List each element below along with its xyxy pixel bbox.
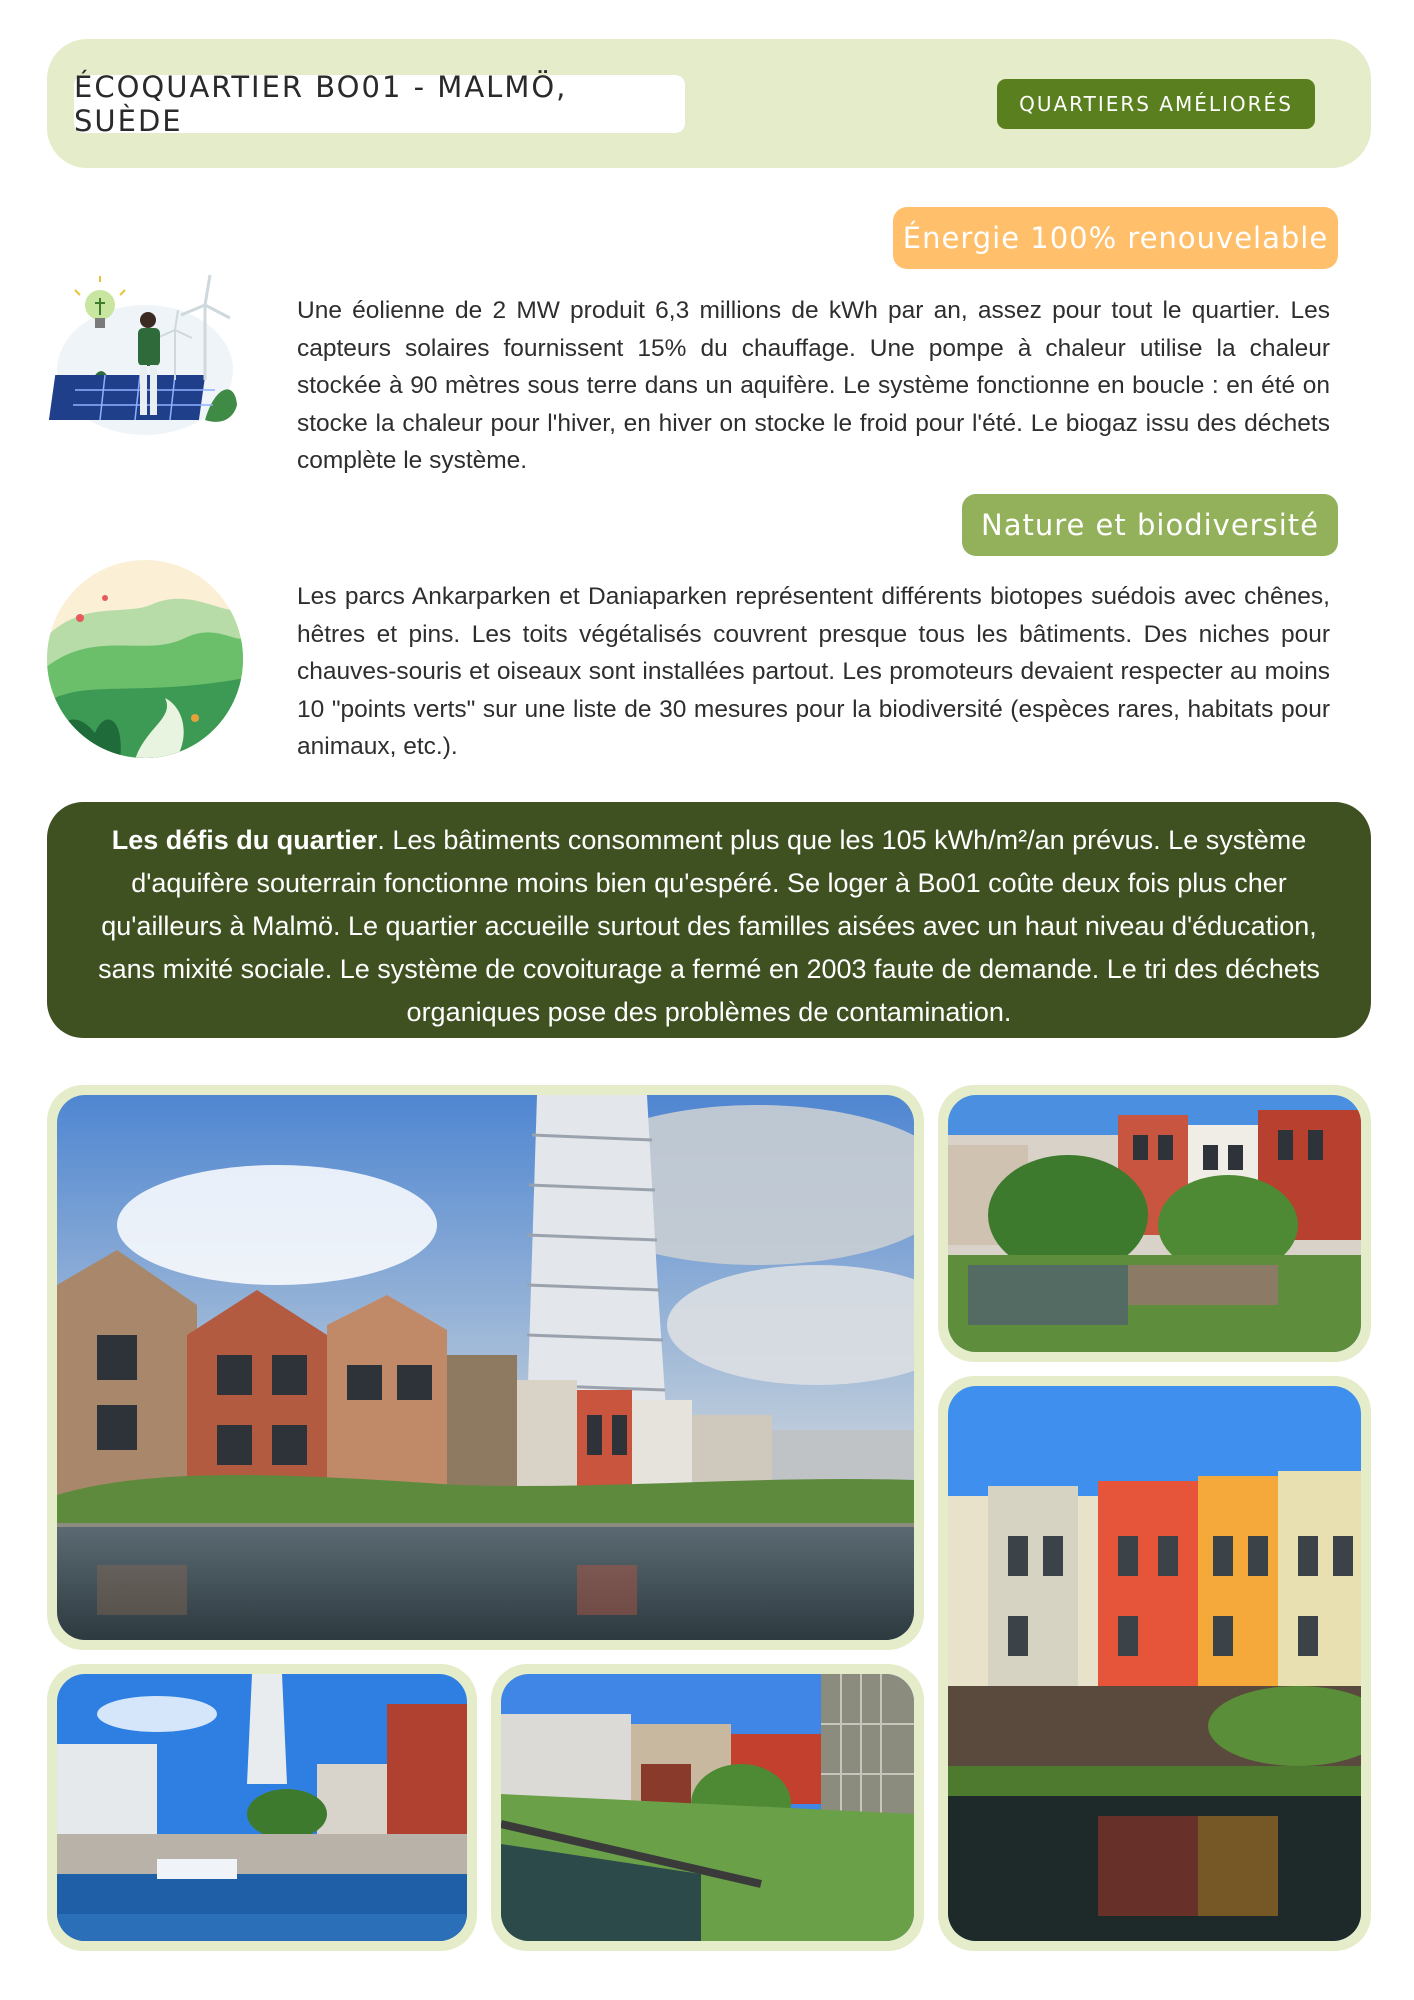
challenges-box [47, 802, 1371, 1038]
nature-landscape-icon [45, 558, 245, 760]
category-badge: QUARTIERS AMÉLIORÉS [997, 79, 1315, 129]
challenges-lead: Les défis du quartier [111, 825, 378, 855]
photo-colorful-terraced-houses [948, 1386, 1361, 1941]
photo-frame-bottom-left [47, 1664, 477, 1951]
photo-fountain-turning-torso [57, 1674, 467, 1941]
photo-frame-bottom-middle [491, 1664, 924, 1951]
page-title: ÉCOQUARTIER BO01 - MALMÖ, SUÈDE [74, 75, 685, 133]
photo-canal-greenhouse [501, 1674, 914, 1941]
photo-canal-turning-torso [57, 1095, 914, 1640]
challenges-text: . Les bâtiments consomment plus que les 105 kWh/m²/an prévus. Le système d'aquifère souterrain fonctionne moins bien qu'espéré. Se loger à Bo01 coûte deux fois plus cher qu'ailleurs à Malmö. Le quartier accueille surtout des familles aisées avec un haut niveau d'éducation, sans mixité sociale. Le système de covoiturage a fermé en 2003 faute de demande. Le tri des déchets organiques pose des problèmes de contamination. [98, 825, 1320, 1027]
photo-frame-main [47, 1085, 924, 1650]
nature-section-tag: Nature et biodiversité [962, 494, 1338, 556]
photo-garden-terrace [948, 1095, 1361, 1352]
header-banner [47, 39, 1371, 168]
energy-paragraph: Une éolienne de 2 MW produit 6,3 millions de kWh par an, assez pour tout le quartier. Les capteurs solaires fournissent 15% du chauffage. Une pompe à chaleur utilise la chaleur stockée à 90 mètres sous terre dans un aquifère. Le système fonctionne en boucle : en été on stocke la chaleur pour l'hiver, en hiver on stocke le froid pour l'été. Le biogaz issu des déchets complète le système. [297, 297, 1330, 474]
nature-paragraph: Les parcs Ankarparken et Daniaparken représentent différents biotopes suédois avec chênes, hêtres et pins. Les toits végétalisés couvrent presque tous les bâtiments. Des niches pour chauves-souris et oiseaux sont installées partout. Les promoteurs devaient respecter au moins 10 "points verts" sur une liste de 30 mesures pour la biodiversité (espèces rares, habitats pour animaux, etc.). [297, 583, 1330, 760]
photo-frame-tall-right [938, 1376, 1371, 1951]
renewable-energy-icon [45, 270, 240, 440]
photo-frame-top-right [938, 1085, 1371, 1362]
energy-section-tag: Énergie 100% renouvelable [893, 207, 1338, 269]
